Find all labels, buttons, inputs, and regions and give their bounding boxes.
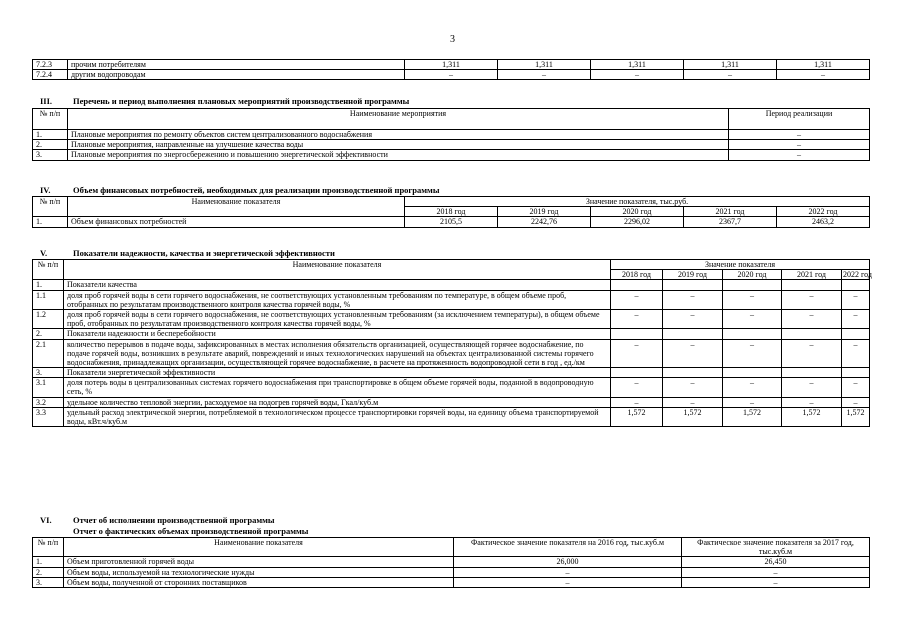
value-cell: 2296,02 [591, 217, 684, 227]
row-name: Плановые мероприятия по энергосбережению и повышению энергетической эффективности [68, 150, 729, 160]
value-cell: – [682, 567, 870, 577]
row-name: доля потерь воды в централизованных системах горячего водоснабжения при транспортировке в общем объеме горячей воды, поданной в водопроводную сеть, % [64, 378, 611, 397]
value-cell: – [611, 290, 663, 309]
page-number: 3 [450, 34, 455, 45]
value-cell: – [454, 577, 682, 587]
header-year: 2020 год [723, 270, 782, 280]
value-cell [723, 329, 782, 339]
header-year: 2019 год [498, 207, 591, 217]
row-name: Показатели энергетической эффективности [64, 368, 611, 378]
value-cell: – [663, 339, 723, 368]
value-cell: – [723, 378, 782, 397]
row-number: 7.2.4 [33, 70, 68, 80]
header-year: 2018 год [405, 207, 498, 217]
table-row [33, 217, 870, 227]
header-number: № п/п [33, 109, 68, 130]
header-name: Наименование показателя [64, 538, 454, 557]
table-row [33, 339, 870, 368]
header-value: Значение показателя [611, 260, 870, 270]
row-number: 3. [33, 577, 64, 587]
section-number: V. [40, 248, 48, 258]
row-name: Плановые мероприятия по ремонту объектов систем централизованного водоснабжения [68, 130, 729, 140]
header-year: 2022 год [843, 270, 872, 280]
value-cell [611, 329, 663, 339]
row-name: доля проб горячей воды в сети горячего водоснабжения, не соответствующих установленным требованиям по температуре, в общем объеме проб, отобранных по результатам производственного контроля качества горячей воды, % [64, 290, 611, 309]
section-number: IV. [40, 185, 51, 195]
value-cell: 1,572 [723, 407, 782, 426]
value-cell: – [663, 290, 723, 309]
section-title: Объем финансовых потребностей, необходимых для реализации производственной программы [73, 185, 440, 195]
row-number: 2.1 [33, 339, 64, 368]
section-title: Перечень и период выполнения плановых мероприятий производственной программы [73, 96, 410, 106]
table-header-row [33, 538, 870, 557]
row-period: – [729, 150, 870, 160]
value-cell: – [611, 378, 663, 397]
header-year: 2018 год [611, 270, 663, 280]
table-row [33, 70, 870, 80]
value-cell: – [842, 378, 870, 397]
table-row [33, 140, 870, 150]
row-number: 3.3 [33, 407, 64, 426]
value-cell: 2463,2 [777, 217, 870, 227]
value-cell: – [782, 339, 842, 368]
row-number: 3. [33, 150, 68, 160]
table-row [33, 567, 870, 577]
row-number: 1. [33, 130, 68, 140]
table-row [33, 329, 870, 339]
row-number: 1.2 [33, 309, 64, 328]
value-cell: – [782, 378, 842, 397]
header-number: № п/п [33, 538, 64, 557]
row-number: 3.2 [33, 397, 64, 407]
section-3-heading [40, 97, 409, 107]
header-number: № п/п [33, 260, 64, 280]
row-name: Показатели надежности и бесперебойности [64, 329, 611, 339]
value-cell [723, 280, 782, 290]
header-2016: Фактическое значение показателя на 2016 год, тыс.куб.м [454, 538, 682, 557]
table-row [33, 577, 870, 587]
row-number: 1. [33, 217, 68, 227]
table-row [33, 378, 870, 397]
header-year: 2020 год [591, 207, 684, 217]
row-name: Объем воды, полученной от сторонних поставщиков [64, 577, 454, 587]
value-cell [782, 368, 842, 378]
header-value: Значение показателя, тыс.руб. [405, 197, 870, 207]
value-cell: – [611, 309, 663, 328]
row-name: Показатели качества [64, 280, 611, 290]
value-cell: – [663, 397, 723, 407]
value-cell: 26,450 [682, 557, 870, 567]
value-cell: – [723, 309, 782, 328]
table-row [33, 309, 870, 328]
value-cell: – [684, 70, 777, 80]
section-title: Показатели надежности, качества и энергетической эффективности [73, 248, 335, 258]
value-cell: – [782, 397, 842, 407]
table-row [33, 280, 870, 290]
value-cell: – [842, 397, 870, 407]
table-header-row [33, 197, 870, 207]
row-name: доля проб горячей воды в сети горячего водоснабжения, не соответствующих установленным требованиям (за исключением температуры), в общем объеме проб, отобранных по результатам производственного контроля качества горячей воды, % [64, 309, 611, 328]
value-cell: – [782, 290, 842, 309]
value-cell: – [723, 290, 782, 309]
value-cell [723, 368, 782, 378]
row-number: 1. [33, 557, 64, 567]
header-name: Наименование показателя [68, 197, 405, 217]
value-cell [611, 280, 663, 290]
value-cell: – [842, 339, 870, 368]
top-table [32, 59, 870, 80]
table-row [33, 397, 870, 407]
value-cell: – [663, 378, 723, 397]
table-row [33, 407, 870, 426]
section-4-heading [40, 186, 439, 196]
value-cell [663, 280, 723, 290]
row-name: количество перерывов в подаче воды, зафиксированных в местах исполнения обязательств организацией, осуществляющей горячее водоснабжение, по подаче горячей воды, возникших в результате аварий, повреждений и иных технологических нарушений на объектах централизованной системы горячего водоснабжения, принадлежащих организации, осуществляющей горячее водоснабжение, в расчете на протяженность водопроводной сети в год , ед./км [64, 339, 611, 368]
table-row [33, 368, 870, 378]
header-2017: Фактическое значение показателя за 2017 год, тыс.куб.м [682, 538, 870, 557]
table-row [33, 60, 870, 70]
value-cell [782, 280, 842, 290]
value-cell: – [498, 70, 591, 80]
section-number: VI. [40, 515, 52, 525]
table-header-row [33, 109, 870, 130]
value-cell: 1,572 [611, 407, 663, 426]
row-name: удельный расход электрической энергии, потребляемой в технологическом процессе транспортировки горячей воды, на единицу объема транспортируемой воды, кВт.ч/куб.м [64, 407, 611, 426]
row-name: Плановые мероприятия, направленные на улучшение качества воды [68, 140, 729, 150]
section-title: Отчет об исполнении производственной программы [73, 515, 275, 525]
table-row [33, 150, 870, 160]
value-cell: 1,311 [405, 60, 498, 70]
row-name: Объем финансовых потребностей [68, 217, 405, 227]
header-year: 2019 год [663, 270, 723, 280]
row-name: Объем воды, используемой на технологические нужды [64, 567, 454, 577]
value-cell [611, 368, 663, 378]
header-year: 2021 год [782, 270, 842, 280]
value-cell: 2242,76 [498, 217, 591, 227]
row-number: 1. [33, 280, 64, 290]
section-5-table [32, 259, 870, 427]
value-cell [663, 329, 723, 339]
value-cell: 1,311 [684, 60, 777, 70]
value-cell: 1,572 [663, 407, 723, 426]
row-number: 3. [33, 368, 64, 378]
row-number: 2. [33, 567, 64, 577]
row-name: удельное количество тепловой энергии, расходуемое на подогрев горячей воды, Гкал/куб.м [64, 397, 611, 407]
value-cell: 1,311 [777, 60, 870, 70]
value-cell: – [663, 309, 723, 328]
value-cell [842, 368, 870, 378]
header-year: 2022 год [777, 207, 870, 217]
section-5-heading [40, 249, 335, 259]
section-3-table [32, 108, 870, 161]
row-number: 3.1 [33, 378, 64, 397]
row-number: 1.1 [33, 290, 64, 309]
value-cell [842, 280, 870, 290]
value-cell: – [591, 70, 684, 80]
row-name: другим водопроводам [68, 70, 405, 80]
value-cell: 26,000 [454, 557, 682, 567]
value-cell: – [782, 309, 842, 328]
value-cell: – [723, 339, 782, 368]
header-year: 2021 год [684, 207, 777, 217]
value-cell: – [611, 339, 663, 368]
value-cell [663, 368, 723, 378]
row-period: – [729, 130, 870, 140]
row-number: 2. [33, 329, 64, 339]
table-header-row [33, 260, 870, 270]
section-4-table [32, 196, 870, 228]
value-cell: 2367,7 [684, 217, 777, 227]
header-name: Наименование показателя [64, 260, 611, 280]
section-number: III. [40, 96, 53, 106]
section-6-subtitle: Отчет о фактических объемах производственной программы [73, 526, 309, 536]
value-cell: – [454, 567, 682, 577]
row-period: – [729, 140, 870, 150]
value-cell: – [682, 577, 870, 587]
value-cell [842, 329, 870, 339]
row-number: 7.2.3 [33, 60, 68, 70]
table-row [33, 290, 870, 309]
row-name: Объем приготовленной горячей воды [64, 557, 454, 567]
value-cell: – [405, 70, 498, 80]
section-6-table [32, 537, 870, 588]
value-cell: 1,311 [591, 60, 684, 70]
section-6-heading [40, 516, 275, 526]
row-number: 2. [33, 140, 68, 150]
header-number: № п/п [33, 197, 68, 217]
value-cell: – [842, 309, 870, 328]
value-cell: – [777, 70, 870, 80]
header-period: Период реализации [729, 109, 870, 130]
value-cell [782, 329, 842, 339]
value-cell: 2105,5 [405, 217, 498, 227]
row-name: прочим потребителям [68, 60, 405, 70]
value-cell: – [611, 397, 663, 407]
table-row [33, 557, 870, 567]
value-cell: 1,572 [842, 407, 870, 426]
value-cell: – [723, 397, 782, 407]
value-cell: 1,311 [498, 60, 591, 70]
value-cell: – [842, 290, 870, 309]
value-cell: 1,572 [782, 407, 842, 426]
header-name: Наименование мероприятия [68, 109, 729, 130]
table-row [33, 130, 870, 140]
